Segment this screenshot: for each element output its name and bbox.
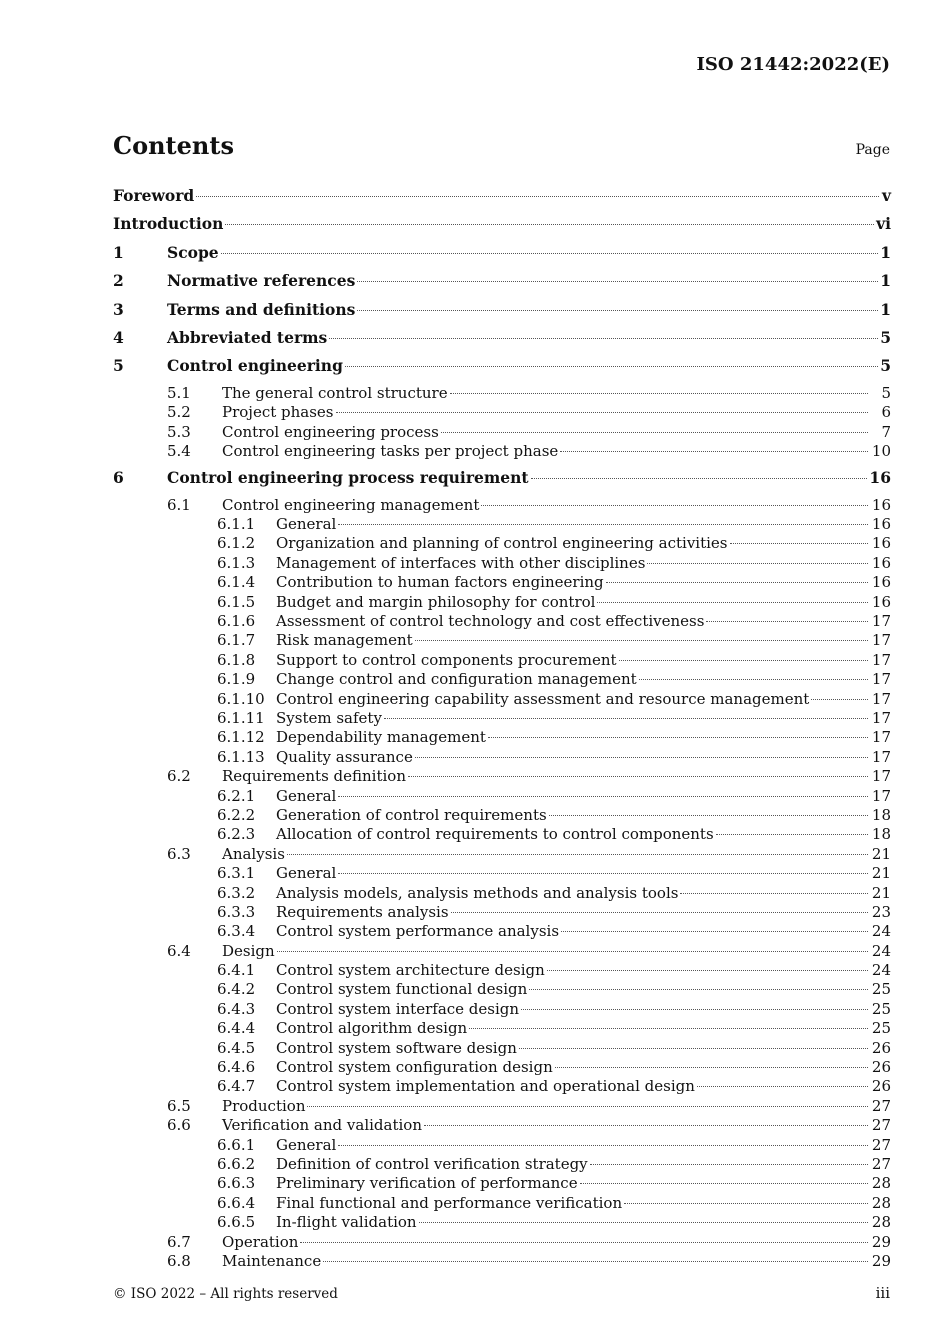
toc-entry-number: 6.4.2 [217, 980, 256, 999]
toc-entry[interactable] [113, 864, 891, 883]
toc-entry-number: 6.4 [167, 941, 191, 960]
toc-entry-title[interactable]: Management of interfaces with other disciplines [276, 553, 646, 572]
toc-entry-title[interactable]: Terms and definitions [167, 299, 356, 319]
toc-entry-page[interactable]: 25 [871, 1019, 891, 1038]
toc-entry[interactable] [113, 327, 891, 355]
toc-entry[interactable] [113, 806, 891, 825]
toc-entry-number: 6.2.2 [217, 805, 256, 824]
toc-entry-number: 1 [113, 242, 124, 262]
toc-entry-number: 6.4.7 [217, 1077, 256, 1096]
toc-entry[interactable] [113, 942, 891, 961]
toc-entry[interactable] [113, 185, 891, 213]
toc-entry[interactable] [113, 423, 891, 442]
toc-entry[interactable] [113, 728, 891, 747]
toc-entry-page[interactable]: 16 [871, 534, 891, 553]
toc-entry-number: 6.1.10 [217, 689, 265, 708]
toc-entry-title[interactable]: Contribution to human factors engineering [276, 573, 604, 592]
toc-entry-page[interactable]: 29 [871, 1232, 891, 1251]
toc-entry-page[interactable]: 5 [880, 327, 891, 347]
toc-entry[interactable] [113, 980, 891, 999]
toc-entry-number: 6.6.4 [217, 1193, 256, 1212]
toc-entry-page[interactable]: 18 [871, 805, 891, 824]
toc-entry-page[interactable]: 29 [871, 1251, 891, 1270]
toc-entry-number: 5.3 [167, 422, 191, 441]
toc-entry-page[interactable]: 26 [871, 1077, 891, 1096]
toc-entry-page[interactable]: 5 [880, 356, 891, 376]
dot-leader [561, 931, 868, 932]
toc-entry[interactable] [113, 1252, 891, 1271]
toc-entry[interactable] [113, 612, 891, 631]
toc-entry-title[interactable]: Abbreviated terms [167, 327, 328, 347]
dot-leader [555, 1067, 868, 1068]
toc-entry[interactable] [113, 1233, 891, 1252]
toc-entry-title[interactable]: Maintenance [222, 1251, 322, 1270]
copyright-notice: © ISO 2022 – All rights reserved [113, 1286, 338, 1302]
toc-entry-title[interactable]: Requirements analysis [276, 902, 449, 921]
toc-entry-number: 5.4 [167, 441, 191, 460]
dot-leader [697, 1086, 868, 1087]
toc-entry-page[interactable]: 26 [871, 1058, 891, 1077]
toc-entry-title[interactable]: Scope [167, 242, 219, 262]
dot-leader [336, 412, 869, 413]
dot-leader [580, 1183, 868, 1184]
toc-entry-page[interactable]: 17 [871, 650, 891, 669]
toc-entry[interactable] [113, 1155, 891, 1174]
toc-entry[interactable] [113, 1000, 891, 1019]
toc-entry[interactable] [113, 884, 891, 903]
dot-leader [415, 757, 868, 758]
toc-entry-number: 6.3.4 [217, 922, 256, 941]
toc-entry-number: 6.1 [167, 495, 191, 514]
toc-entry-title[interactable]: Analysis models, analysis methods and analysis tools [276, 883, 679, 902]
toc-entry-number: 5 [113, 356, 124, 376]
toc-entry-title[interactable]: Allocation of control requirements to control components [276, 825, 714, 844]
dot-leader [519, 1048, 868, 1049]
toc-entry-title[interactable]: Project phases [222, 403, 334, 422]
toc-entry-number: 6.3 [167, 844, 191, 863]
dot-leader [300, 1242, 868, 1243]
toc-entry-page[interactable]: 10 [871, 441, 891, 460]
toc-entry[interactable] [113, 1136, 891, 1155]
dot-leader [338, 873, 868, 874]
toc-entry-number: 6.1.9 [217, 670, 256, 689]
dot-leader [384, 718, 868, 719]
toc-entry-number: 6.3.1 [217, 864, 256, 883]
toc-entry-number: 6.6 [167, 1116, 191, 1135]
toc-entry-number: 2 [113, 271, 124, 291]
toc-entry-page[interactable]: 26 [871, 1038, 891, 1057]
toc-entry-number: 6.1.2 [217, 534, 256, 553]
toc-entry[interactable] [113, 709, 891, 728]
dot-leader [424, 1125, 868, 1126]
toc-entry-number: 6.1.13 [217, 747, 265, 766]
toc-entry-number: 6.1.5 [217, 592, 256, 611]
toc-entry-number: 6.6.1 [217, 1135, 256, 1154]
toc-entry[interactable] [113, 270, 891, 298]
toc-entry-title[interactable]: Normative references [167, 271, 356, 291]
toc-entry-page[interactable]: 27 [871, 1096, 891, 1115]
toc-entry-title[interactable]: Production [222, 1096, 306, 1115]
toc-entry[interactable] [113, 534, 891, 553]
toc-entry-page[interactable]: 28 [871, 1174, 891, 1193]
toc-entry-page[interactable]: 23 [871, 902, 891, 921]
toc-entry-number: 6.1.1 [217, 515, 256, 534]
toc-entry[interactable] [113, 384, 891, 403]
toc-entry-page[interactable]: 21 [871, 883, 891, 902]
toc-entry-title[interactable]: Budget and margin philosophy for control [276, 592, 596, 611]
dot-leader [329, 338, 878, 339]
dot-leader [277, 951, 868, 952]
toc-entry-title[interactable]: The general control structure [222, 383, 448, 402]
toc-entry[interactable] [113, 355, 891, 383]
toc-entry[interactable] [113, 1097, 891, 1116]
toc-entry[interactable] [113, 1174, 891, 1193]
dot-leader [624, 1203, 868, 1204]
toc-entry[interactable] [113, 593, 891, 612]
toc-entry-number: 4 [113, 327, 124, 347]
toc-entry-title[interactable]: Control engineering process [222, 422, 439, 441]
toc-entry[interactable] [113, 496, 891, 515]
toc-entry-title[interactable]: Analysis [222, 844, 285, 863]
toc-entry-page[interactable]: 17 [871, 767, 891, 786]
toc-entry-title[interactable]: Control system software design [276, 1038, 517, 1057]
toc-entry[interactable] [113, 767, 891, 786]
toc-entry[interactable] [113, 845, 891, 864]
toc-entry-number: 6.6.3 [217, 1174, 256, 1193]
dot-leader [606, 582, 868, 583]
toc-entry[interactable] [113, 1058, 891, 1077]
toc-entry-page[interactable]: 21 [871, 864, 891, 883]
toc-entry-page[interactable]: 16 [871, 495, 891, 514]
dot-leader [451, 912, 868, 913]
toc-entry-title[interactable]: Control engineering management [222, 495, 480, 514]
toc-entry-title[interactable]: Quality assurance [276, 747, 413, 766]
toc-entry-title[interactable]: Control system architecture design [276, 961, 545, 980]
toc-entry-number: 3 [113, 299, 124, 319]
dot-leader [338, 524, 868, 525]
dot-leader [488, 737, 868, 738]
dot-leader [619, 660, 868, 661]
toc-entry-number: 6.1.11 [217, 708, 265, 727]
toc-entry-page[interactable]: 1 [880, 271, 891, 291]
toc-entry-title[interactable]: In-flight validation [276, 1213, 417, 1232]
toc-entry-title[interactable]: Operation [222, 1232, 299, 1251]
toc-entry-title[interactable]: Control engineering [167, 356, 343, 376]
dot-leader [225, 224, 874, 225]
toc-entry-title[interactable]: Preliminary verification of performance [276, 1174, 578, 1193]
toc-entry-title[interactable]: Control system implementation and operational design [276, 1077, 695, 1096]
toc-entry-page[interactable]: vi [876, 214, 891, 234]
toc-entry-number: 6 [113, 468, 124, 488]
toc-entry-page[interactable]: 16 [869, 468, 891, 488]
toc-entry[interactable] [113, 922, 891, 941]
toc-entry[interactable] [113, 748, 891, 767]
dot-leader [307, 1106, 868, 1107]
toc-entry-title[interactable]: Change control and configuration management [276, 670, 637, 689]
toc-entry-title[interactable]: Control system interface design [276, 999, 520, 1018]
dot-leader [441, 432, 868, 433]
toc-entry-page[interactable]: 24 [871, 941, 891, 960]
toc-entry-title[interactable]: Control engineering process requirement [167, 468, 529, 488]
toc-entry-title[interactable]: General [276, 786, 337, 805]
dot-leader [450, 393, 868, 394]
dot-leader [716, 834, 868, 835]
toc-entry-title[interactable]: Risk management [276, 631, 413, 650]
dot-leader [639, 679, 868, 680]
toc-entry[interactable] [113, 1019, 891, 1038]
toc-entry-title[interactable]: General [276, 1135, 337, 1154]
toc-entry-title[interactable]: General [276, 515, 337, 534]
toc-entry-title[interactable]: Definition of control verification strategy [276, 1154, 588, 1173]
toc-entry-title[interactable]: Organization and planning of control engineering activities [276, 534, 728, 553]
toc-entry[interactable] [113, 631, 891, 650]
dot-leader [357, 281, 878, 282]
toc-entry-title[interactable]: Control algorithm design [276, 1019, 468, 1038]
toc-entry-page[interactable]: 1 [880, 242, 891, 262]
toc-entry[interactable] [113, 299, 891, 327]
toc-entry-page[interactable]: 6 [881, 403, 891, 422]
dot-leader [706, 621, 868, 622]
dot-leader [196, 196, 879, 197]
toc-entry-number: 6.1.4 [217, 573, 256, 592]
toc-entry[interactable] [113, 651, 891, 670]
dot-leader [338, 1145, 868, 1146]
table-of-contents [113, 185, 891, 1271]
toc-entry-number: 6.2.3 [217, 825, 256, 844]
toc-entry-number: 6.3.3 [217, 902, 256, 921]
dot-leader [419, 1222, 868, 1223]
toc-entry[interactable] [113, 573, 891, 592]
toc-entry-page[interactable]: 28 [871, 1193, 891, 1212]
toc-entry[interactable] [113, 1116, 891, 1135]
toc-entry-page[interactable]: 17 [871, 708, 891, 727]
toc-entry-page[interactable]: 17 [871, 631, 891, 650]
toc-entry-title[interactable]: Control engineering capability assessment and resource management [276, 689, 810, 708]
toc-entry-title[interactable]: Control system performance analysis [276, 922, 560, 941]
toc-entry-page[interactable]: 16 [871, 592, 891, 611]
toc-entry[interactable] [113, 690, 891, 709]
toc-entry-page[interactable]: 24 [871, 922, 891, 941]
toc-entry-page[interactable]: v [881, 186, 891, 205]
toc-entry[interactable] [113, 1194, 891, 1213]
toc-entry-page[interactable]: 28 [871, 1213, 891, 1232]
dot-leader [345, 366, 878, 367]
toc-entry-page[interactable]: 16 [871, 553, 891, 572]
toc-entry-number: 6.4.5 [217, 1038, 256, 1057]
dot-leader [287, 854, 868, 855]
toc-entry-number: 6.8 [167, 1251, 191, 1270]
toc-entry-number: 6.1.12 [217, 728, 265, 747]
toc-entry[interactable] [113, 961, 891, 980]
toc-entry-number: 6.4.6 [217, 1058, 256, 1077]
toc-entry-title[interactable]: Verification and validation [222, 1116, 422, 1135]
dot-leader [730, 543, 869, 544]
toc-entry[interactable] [113, 1213, 891, 1232]
toc-entry-number: 6.3.2 [217, 883, 256, 902]
toc-entry-number: 5.1 [167, 383, 191, 402]
toc-entry-page[interactable]: 24 [871, 961, 891, 980]
toc-entry-title[interactable]: Support to control components procurement [276, 650, 617, 669]
toc-entry-number: 6.6.5 [217, 1213, 256, 1232]
toc-entry-number: 6.2.1 [217, 786, 256, 805]
toc-entry[interactable] [113, 903, 891, 922]
dot-leader [323, 1261, 868, 1262]
toc-entry-title[interactable]: Requirements definition [222, 767, 406, 786]
page-column-label: Page [855, 142, 890, 158]
toc-entry-page[interactable]: 17 [871, 612, 891, 631]
toc-entry-number: 6.1.8 [217, 650, 256, 669]
toc-entry[interactable] [113, 825, 891, 844]
toc-entry-number: 6.4.1 [217, 961, 256, 980]
toc-entry-page[interactable]: 7 [881, 422, 891, 441]
toc-entry-number: 5.2 [167, 403, 191, 422]
toc-entry-title[interactable]: System safety [276, 708, 382, 727]
dot-leader [547, 970, 868, 971]
toc-entry-number: 6.1.7 [217, 631, 256, 650]
toc-entry-title[interactable]: Generation of control requirements [276, 805, 547, 824]
dot-leader [408, 776, 868, 777]
page-number: iii [875, 1284, 890, 1302]
toc-entry-page[interactable]: 17 [871, 747, 891, 766]
toc-entry-title[interactable]: Dependability management [276, 728, 486, 747]
toc-entry-page[interactable]: 27 [871, 1135, 891, 1154]
toc-entry-page[interactable]: 25 [871, 980, 891, 999]
dot-leader [357, 310, 878, 311]
toc-entry-page[interactable]: 17 [871, 786, 891, 805]
toc-entry-title[interactable]: General [276, 864, 337, 883]
toc-entry[interactable] [113, 787, 891, 806]
dot-leader [521, 1009, 868, 1010]
toc-entry[interactable] [113, 242, 891, 270]
dot-leader [415, 640, 868, 641]
toc-entry-number: 6.6.2 [217, 1154, 256, 1173]
toc-entry-page[interactable]: 18 [871, 825, 891, 844]
toc-entry-number: 6.5 [167, 1096, 191, 1115]
dot-leader [597, 602, 868, 603]
toc-entry-title[interactable]: Design [222, 941, 275, 960]
toc-entry-number: 6.7 [167, 1232, 191, 1251]
toc-entry[interactable] [113, 403, 891, 422]
toc-entry-page[interactable]: 16 [871, 515, 891, 534]
toc-entry[interactable] [113, 213, 891, 241]
toc-entry[interactable] [113, 442, 891, 461]
contents-heading: Contents [113, 131, 234, 160]
dot-leader [560, 451, 868, 452]
toc-entry[interactable] [113, 515, 891, 534]
toc-entry-number: 6.4.4 [217, 1019, 256, 1038]
toc-entry[interactable] [113, 467, 891, 495]
toc-entry-page[interactable]: 17 [871, 728, 891, 747]
dot-leader [531, 478, 868, 479]
toc-entry-page[interactable]: 16 [871, 573, 891, 592]
dot-leader [221, 253, 879, 254]
toc-entry-page[interactable]: 17 [871, 689, 891, 708]
toc-entry[interactable] [113, 554, 891, 573]
dot-leader [481, 505, 868, 506]
toc-entry-number: 6.1.3 [217, 553, 256, 572]
toc-entry-number: 6.4.3 [217, 999, 256, 1018]
toc-entry[interactable] [113, 1039, 891, 1058]
dot-leader [811, 699, 868, 700]
toc-entry-page[interactable]: 21 [871, 844, 891, 863]
dot-leader [647, 563, 868, 564]
toc-entry-number: 6.1.6 [217, 612, 256, 631]
toc-entry-title[interactable]: Foreword [113, 186, 195, 205]
dot-leader [469, 1028, 868, 1029]
toc-entry-page[interactable]: 1 [880, 299, 891, 319]
toc-entry-page[interactable]: 17 [871, 670, 891, 689]
dot-leader [338, 796, 868, 797]
toc-entry-page[interactable]: 5 [881, 383, 891, 402]
dot-leader [549, 815, 868, 816]
dot-leader [590, 1164, 868, 1165]
toc-entry-title[interactable]: Assessment of control technology and cost effectiveness [276, 612, 705, 631]
toc-entry-title[interactable]: Final functional and performance verification [276, 1193, 623, 1212]
toc-entry-title[interactable]: Control system configuration design [276, 1058, 553, 1077]
toc-entry-title[interactable]: Introduction [113, 214, 224, 234]
toc-entry-page[interactable]: 27 [871, 1116, 891, 1135]
toc-entry-title[interactable]: Control system functional design [276, 980, 528, 999]
toc-entry-page[interactable]: 27 [871, 1154, 891, 1173]
toc-entry-title[interactable]: Control engineering tasks per project phase [222, 441, 559, 460]
toc-entry-page[interactable]: 25 [871, 999, 891, 1018]
toc-entry[interactable] [113, 670, 891, 689]
document-id: ISO 21442:2022(E) [696, 54, 890, 75]
toc-entry-number: 6.2 [167, 767, 191, 786]
dot-leader [680, 893, 868, 894]
dot-leader [529, 989, 868, 990]
toc-entry[interactable] [113, 1077, 891, 1096]
